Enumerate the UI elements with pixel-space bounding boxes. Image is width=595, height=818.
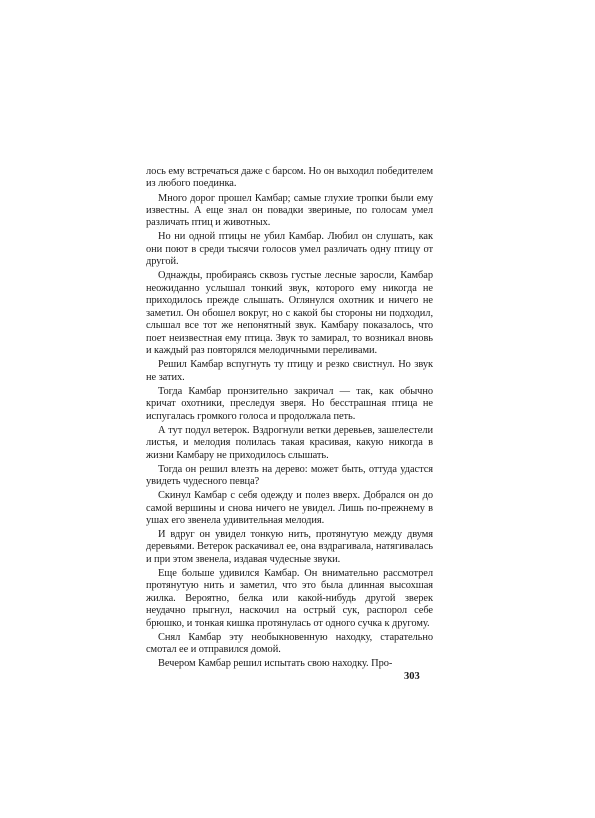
paragraph: Тогда он решил влезть на дерево: может быть, оттуда удастся увидеть чудесного певца? [146,463,433,488]
paragraph: Много дорог прошел Камбар; самые глухие тропки были ему известны. А еще знал он повадки звериные, по голосам умел различать птиц и животных. [146,192,433,229]
paragraph: А тут подул ветерок. Вздрогнули ветки деревьев, зашелестели листья, и мелодия полилась такая красивая, какую никогда в жизни Камбару не приходилось слышать. [146,424,433,461]
paragraph: Решил Камбар вспугнуть ту птицу и резко свистнул. Но звук не затих. [146,359,433,383]
paragraph: И вдруг он увидел тонкую нить, протянутую между двумя деревьями. Ветерок раскачивал ее, она вздрагивала, натягивалась и при этом звенела, издавая чудесные звуки. [146,529,433,565]
paragraph: Снял Камбар эту необыкновенную находку, старательно смотал ее и отправился домой. [146,631,433,656]
paragraph: лось ему встречаться даже с барсом. Но он выходил победителем из любого поединка. [146,166,433,190]
body-text [146,166,433,672]
paragraph: Вечером Камбар решил испытать свою находку. Про- [158,658,393,670]
paragraph: Скинул Камбар с себя одежду и полез вверх. Добрался он до самой вершины и снова ничего не увидел. Лишь по-прежнему в ушах его звенела удивительная мелодия. [146,490,433,526]
paragraph: Однажды, пробираясь сквозь густые лесные заросли, Камбар неожиданно услышал тонкий звук, которого ему никогда не приходилось прежде слышать. Оглянулся охотник и ничего не заметил. Он обошел вокруг, но с какой бы стороны ни подходил, слышал все тот же непонятный звук. Камбару показалось, что поет неизвестная ему птица. Звук то замирал, то возникал вновь и каждый раз повторялся мелодичными переливами. [146,270,433,357]
paragraph: Тогда Камбар пронзительно закричал — так, как обычно кричат охотники, преследуя зверя. Но бесстрашная птица не испугалась громкого голоса и продолжала петь. [146,385,433,422]
paragraph: Еще больше удивился Камбар. Он внимательно рассмотрел протянутую нить и заметил, что это была длинная высохшая жилка. Вероятно, белка или какой-нибудь другой зверек неудачно прыгнул, наскочил на острый сук, распорол себе брюшко, и тонкая кишка протянулась от одного сучка к другому. [146,567,433,629]
paragraph: Но ни одной птицы не убил Камбар. Любил он слушать, как они поют в среди тысячи голосов умел различать одну птицу от другой. [146,231,433,268]
page-number: 303 [404,671,420,682]
